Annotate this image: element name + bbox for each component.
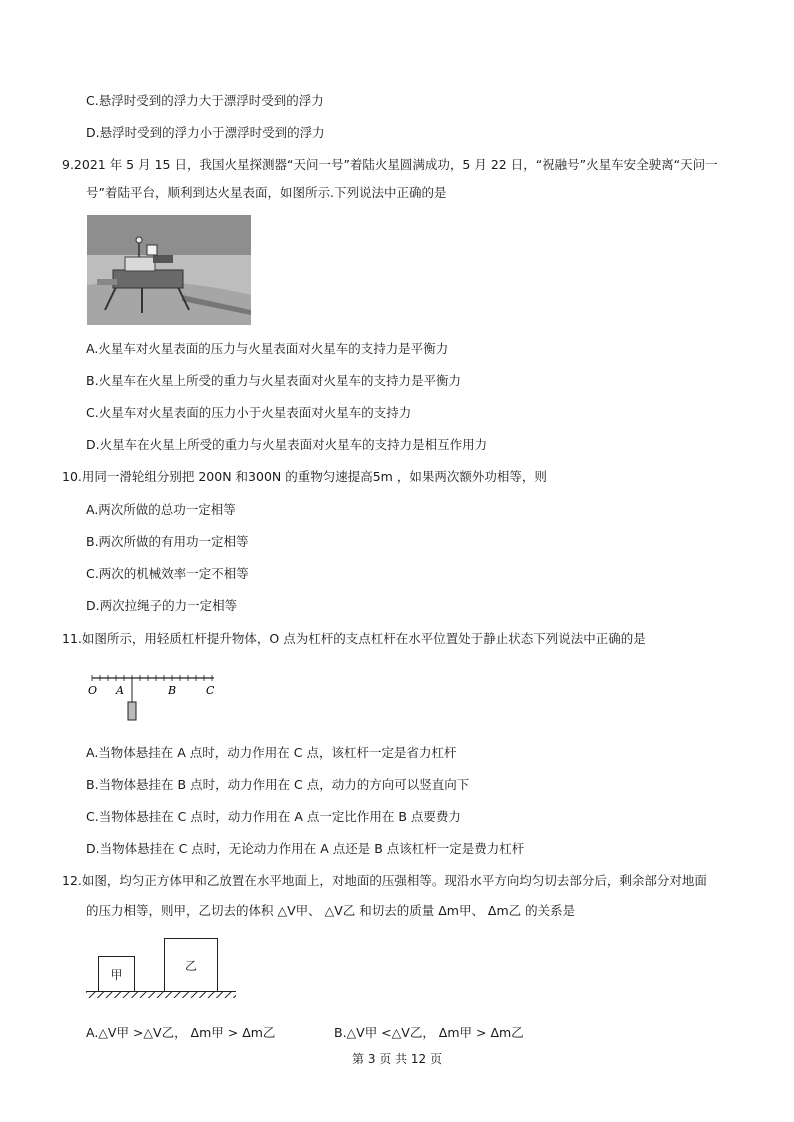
q9-stem-line1: 9.2021 年 5 月 15 日，我国火星探测器“天问一号”着陆火星圆满成功，5 月 22 日，“祝融号”火星车安全驶离“天问一 bbox=[62, 157, 718, 172]
q8-option-d: D.悬浮时受到的浮力小于漂浮时受到的浮力 bbox=[86, 125, 325, 140]
ground-hatching bbox=[86, 992, 236, 998]
mars-rover-illustration bbox=[87, 215, 251, 325]
label-b: B bbox=[168, 684, 177, 697]
q9-stem-line2: 号”着陆平台，顺利到达火星表面，如图所示.下列说法中正确的是 bbox=[86, 185, 447, 200]
q10-stem: 10.用同一滑轮组分别把 200N 和300N 的重物匀速提高5m ，如果两次额外功相等，则 bbox=[62, 469, 547, 484]
q12-stem-line2: 的压力相等，则甲，乙切去的体积 △V甲、 △V乙 和切去的质量 Δm甲、 Δm乙 的关系是 bbox=[86, 903, 576, 918]
cube-yi-label: 乙 bbox=[184, 958, 197, 973]
cube-jia bbox=[98, 956, 135, 992]
hanging-weight bbox=[128, 702, 136, 720]
q8-option-c: C.悬浮时受到的浮力大于漂浮时受到的浮力 bbox=[86, 93, 324, 108]
q12-stem-line1: 12.如图，均匀正方体甲和乙放置在水平地面上，对地面的压强相等。现沿水平方向均匀切去部分后，剩余部分对地面 bbox=[62, 873, 707, 888]
q11-option-d: D.当物体悬挂在 C 点时，无论动力作用在 A 点还是 B 点该杠杆一定是费力杠杆 bbox=[86, 841, 525, 856]
cube-jia-label: 甲 bbox=[110, 967, 123, 982]
q10-option-c: C.两次的机械效率一定不相等 bbox=[86, 566, 249, 581]
q11-stem: 11.如图所示，用轻质杠杆提升物体，O 点为杠杆的支点杠杆在水平位置处于静止状态下列说法中正确的是 bbox=[62, 631, 646, 646]
q9-option-a: A.火星车对火星表面的压力与火星表面对火星车的支持力是平衡力 bbox=[86, 341, 449, 356]
lever-diagram bbox=[84, 670, 224, 730]
q12-option-a: A.△V甲 >△V乙， Δm甲 > Δm乙 bbox=[86, 1025, 276, 1040]
q9-option-c: C.火星车对火星表面的压力小于火星表面对火星车的支持力 bbox=[86, 405, 412, 420]
q11-option-b: B.当物体悬挂在 B 点时，动力作用在 C 点，动力的方向可以竖直向下 bbox=[86, 777, 470, 792]
q12-option-b: B.△V甲 <△V乙， Δm甲 > Δm乙 bbox=[334, 1025, 524, 1040]
q10-option-a: A.两次所做的总功一定相等 bbox=[86, 502, 236, 517]
label-c: C bbox=[206, 684, 215, 697]
label-a: A bbox=[116, 684, 124, 697]
q11-option-c: C.当物体悬挂在 C 点时，动力作用在 A 点一定比作用在 B 点要费力 bbox=[86, 809, 461, 824]
q10-option-d: D.两次拉绳子的力一定相等 bbox=[86, 598, 238, 613]
cube-yi bbox=[164, 938, 218, 992]
page-footer: 第 3 页 共 12 页 bbox=[352, 1052, 442, 1066]
q11-option-a: A.当物体悬挂在 A 点时，动力作用在 C 点，该杠杆一定是省力杠杆 bbox=[86, 745, 457, 760]
q9-option-d: D.火星车在火星上所受的重力与火星表面对火星车的支持力是相互作用力 bbox=[86, 437, 488, 452]
cubes-diagram bbox=[82, 935, 242, 1005]
label-o: O bbox=[88, 684, 98, 697]
q9-option-b: B.火星车在火星上所受的重力与火星表面对火星车的支持力是平衡力 bbox=[86, 373, 462, 388]
q10-option-b: B.两次所做的有用功一定相等 bbox=[86, 534, 249, 549]
mars-rover-photo bbox=[87, 215, 251, 325]
